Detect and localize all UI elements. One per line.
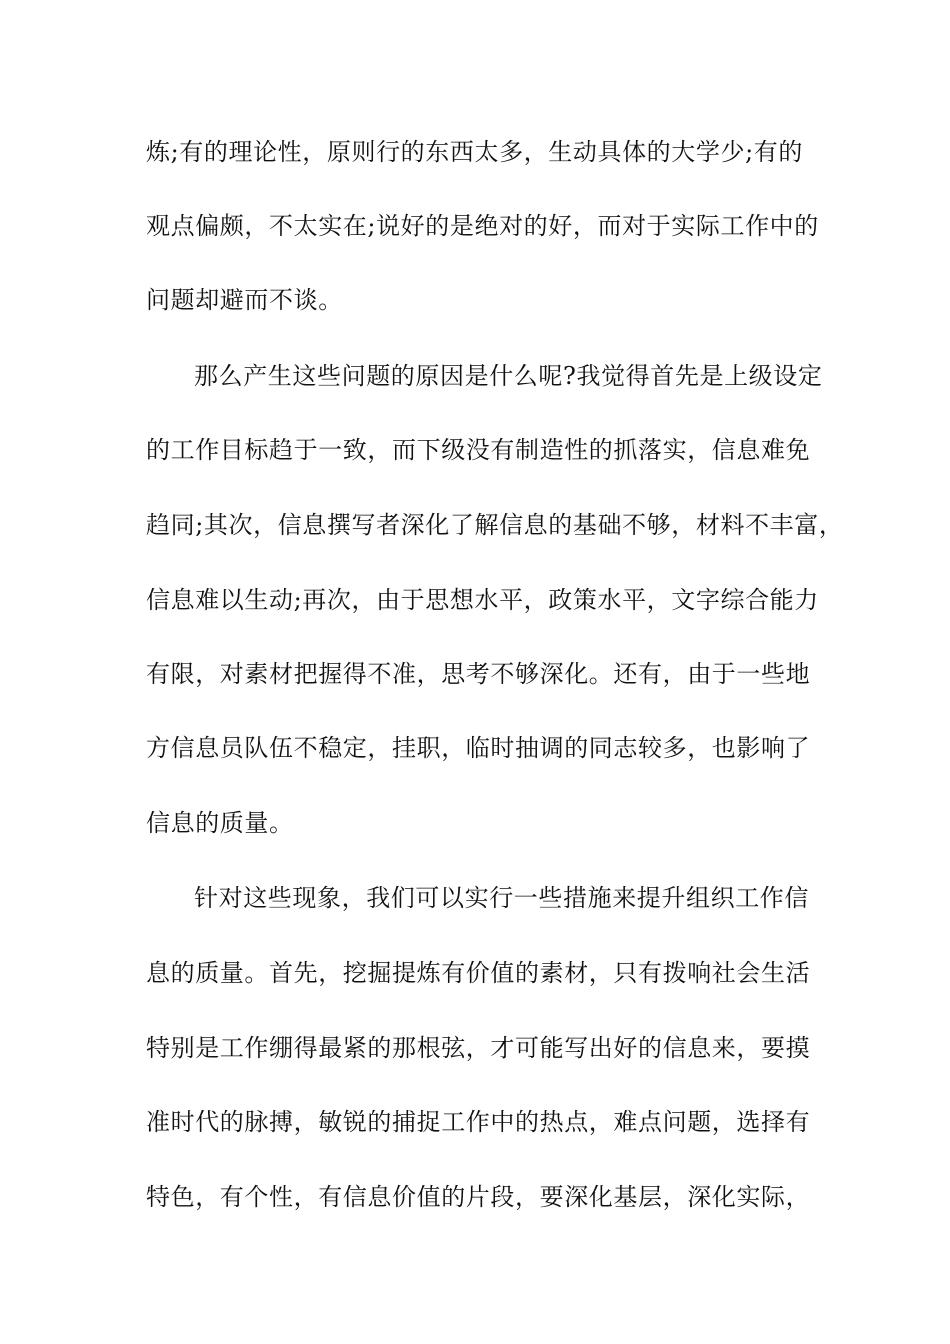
text-line: 特别是工作绷得最紧的那根弦，才可能写出好的信息来，要摸	[146, 1034, 811, 1062]
text-line: 针对这些现象，我们可以实行一些措施来提升组织工作信	[194, 884, 809, 912]
text-line: 炼;有的理论性，原则行的东西太多，生动具体的大学少;有的	[146, 138, 803, 166]
text-line: 观点偏颇，不太实在;说好的是绝对的好，而对于实际工作中的	[146, 212, 819, 240]
text-line: 信息的质量。	[146, 809, 294, 837]
text-line: 问题却避而不谈。	[146, 286, 343, 314]
text-line: 特色，有个性，有信息价值的片段，要深化基层，深化实际，	[146, 1183, 811, 1211]
text-line: 准时代的脉搏，敏锐的捕捉工作中的热点，难点问题，选择有	[146, 1108, 811, 1136]
text-line: 那么产生这些问题的原因是什么呢?我觉得首先是上级设定	[194, 362, 823, 390]
text-line: 有限，对素材把握得不准，思考不够深化。还有，由于一些地	[146, 660, 811, 688]
text-line: 的工作目标趋于一致，而下级没有制造性的抓落实，信息难免	[146, 436, 811, 464]
text-line: 息的质量。首先，挖掘提炼有价值的素材，只有拨响社会生活	[146, 959, 811, 987]
text-line: 方信息员队伍不稳定，挂职，临时抽调的同志较多，也影响了	[146, 734, 811, 762]
text-line: 信息难以生动;再次，由于思想水平，政策水平，文字综合能力	[146, 586, 819, 614]
text-line: 趋同;其次，信息撰写者深化了解信息的基础不够，材料不丰富，	[146, 511, 844, 539]
